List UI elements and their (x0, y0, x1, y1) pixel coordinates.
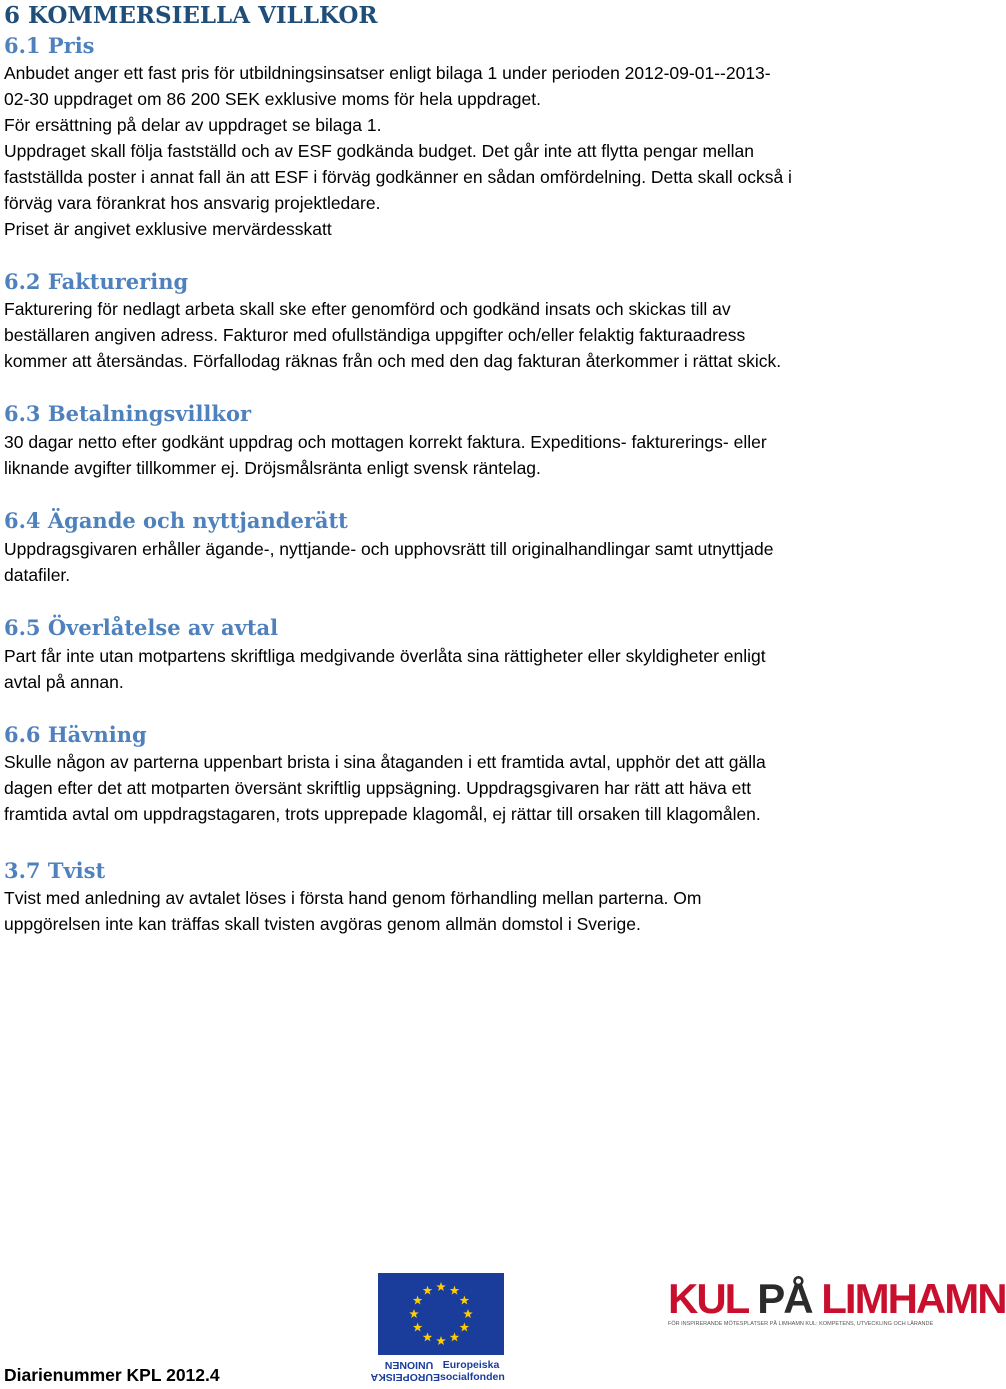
paragraph-line: För ersättning på delar av uppdraget se bilaga 1. (4, 115, 382, 135)
paragraph-line: avtal på annan. (4, 672, 124, 692)
eu-star-icon (460, 1296, 470, 1305)
paragraph-line: Part får inte utan motpartens skriftliga medgivande överlåta sina rättigheter eller skyldigheter enligt (4, 646, 766, 666)
paragraph-line: uppgörelsen inte kan träffas skall tvisten avgöras genom allmän domstol i Sverige. (4, 914, 641, 934)
section-title-fakturering: 6.2 Fakturering (4, 269, 189, 294)
section-title-overlatelse: 6.5 Överlåtelse av avtal (4, 615, 279, 640)
eu-logo-text-left: EUROPEISKA UNIONEN (370, 1359, 440, 1383)
paragraph-line: 30 dagar netto efter godkänt uppdrag och mottagen korrekt faktura. Expeditions- fakturerings- eller (4, 432, 767, 452)
paragraph-line: Tvist med anledning av avtalet löses i första hand genom förhandling mellan parterna. Om (4, 888, 702, 908)
paragraph-line: 02-30 uppdraget om 86 200 SEK exklusive moms för hela uppdraget. (4, 89, 541, 109)
eu-stars (378, 1273, 504, 1355)
eu-star-icon (436, 1336, 446, 1345)
kul-logo-wordmark (668, 1275, 1006, 1323)
section-title-tvist: 3.7 Tvist (4, 858, 106, 883)
kul-logo-word-kul: KUL (668, 1275, 748, 1322)
paragraph-line: Skulle någon av parterna uppenbart brista i sina åtaganden i ett framtida avtal, upphör det att gälla (4, 752, 766, 772)
eu-star-icon (450, 1332, 460, 1341)
eu-star-icon (450, 1286, 460, 1295)
eu-star-icon (409, 1309, 419, 1318)
eu-star-icon (423, 1332, 433, 1341)
kul-logo-tagline: FÖR INSPIRERANDE MÖTESPLATSER PÅ LIMHAMN KUL: KOMPETENS, UTVECKLING OCH LÄRANDE (668, 1321, 934, 1327)
section-title-pris: 6.1 Pris (4, 33, 95, 58)
eu-star-icon (463, 1309, 473, 1318)
section-title-havning: 6.6 Hävning (4, 722, 147, 747)
paragraph-line: Anbudet anger ett fast pris för utbildningsinsatser enligt bilaga 1 under perioden 2012-09-01--2013- (4, 63, 771, 83)
paragraph-line: beställaren angiven adress. Fakturor med ofullständiga uppgifter och/eller felaktig fakturaadress (4, 325, 746, 345)
paragraph-line: förväg vara förankrat hos ansvarig projektledare. (4, 193, 381, 213)
paragraph-line: framtida avtal om uppdragstagaren, trots upprepade klagomål, ej rättar till orsaken till klagomålen. (4, 804, 761, 824)
page-title: 6 KOMMERSIELLA VILLKOR (4, 2, 378, 29)
paragraph-line: Fakturering för nedlagt arbeta skall ske efter genomförd och godkänd insats och skickas till av (4, 299, 731, 319)
eu-star-icon (460, 1323, 470, 1332)
eu-star-icon (413, 1296, 423, 1305)
paragraph-line: fastställda poster i annat fall än att ESF i förväg godkänner en sådan omfördelning. Detta skall också i (4, 167, 792, 187)
paragraph-line: dagen efter det att motparten översänt skriftlig uppsägning. Uppdragsgivaren har rätt att häva ett (4, 778, 752, 798)
diarienummer: Diarienummer KPL 2012.4 (4, 1365, 220, 1385)
paragraph-line: Uppdragsgivaren erhåller ägande-, nyttjande- och upphovsrätt till originalhandlingar samt utnyttjade (4, 539, 774, 559)
kul-pa-limhamn-logo (668, 1275, 1006, 1335)
eu-star-icon (423, 1286, 433, 1295)
kul-logo-word-limhamn: LIMHAMN (821, 1275, 1006, 1322)
section-title-agande: 6.4 Ägande och nyttjanderätt (4, 508, 348, 533)
eu-logo (370, 1273, 505, 1385)
paragraph-line: kommer att återsändas. Förfallodag räknas från och med den dag fakturan återkommer i rättat skick. (4, 351, 782, 371)
kul-logo-word-pa: PÅ (757, 1275, 812, 1322)
paragraph-line: datafiler. (4, 565, 71, 585)
eu-logo-text (370, 1359, 505, 1383)
eu-logo-text-right: Europeiska socialfonden (440, 1359, 505, 1383)
paragraph-line: Uppdraget skall följa fastställd och av ESF godkända budget. Det går inte att flytta pengar mellan (4, 141, 755, 161)
eu-star-icon (436, 1282, 446, 1291)
paragraph-line: liknande avgifter tillkommer ej. Dröjsmålsränta enligt svensk räntelag. (4, 458, 541, 478)
eu-star-icon (413, 1323, 423, 1332)
eu-flag-icon (378, 1273, 504, 1355)
paragraph-line: Priset är angivet exklusive mervärdesskatt (4, 219, 332, 239)
section-title-betalningsvillkor: 6.3 Betalningsvillkor (4, 401, 252, 426)
